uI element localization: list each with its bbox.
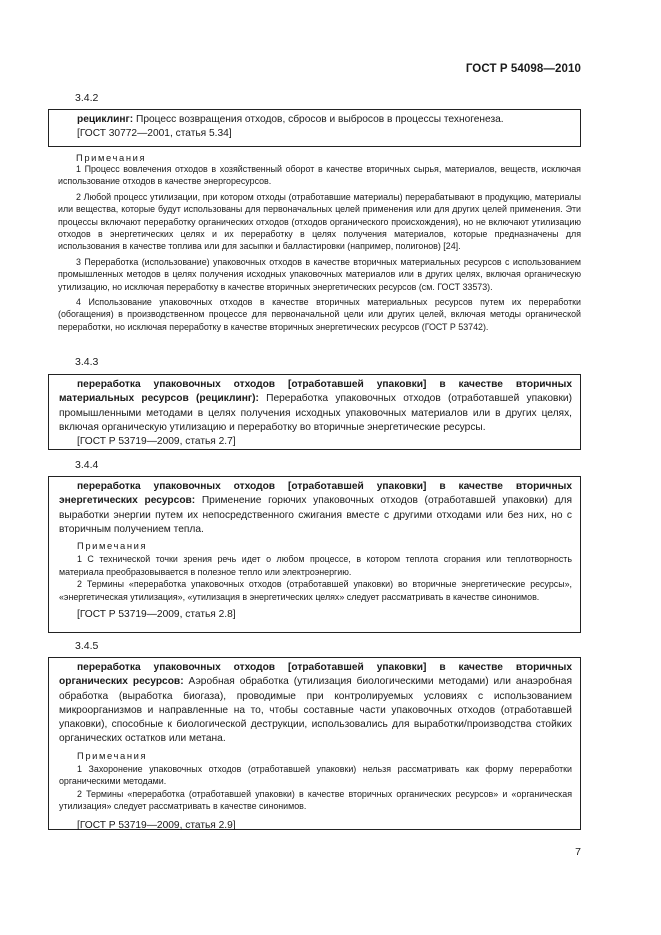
term-number-3-4-4: 3.4.4 <box>75 459 99 471</box>
term-number-3-4-5: 3.4.5 <box>75 640 99 652</box>
notes-heading: Примечания <box>77 540 148 552</box>
note-item: 2 Термины «переработка упаковочных отходов (отработавшей упаковки) во вторичные энергетические ресурсы», «энергетическая утилизация», «утилизация в энергетических целях» следует рассматривать в качестве синонимов. <box>59 579 572 602</box>
term-box-3-4-3 <box>48 374 581 450</box>
definition-text: Применение горючих упаковочных отходов (отработавшей упаковки) для выработки энергии путем их непосредственного сжигания вместе с другими отходами или без них, но с вторичным получением тепла. <box>59 495 572 535</box>
notes-block-3-4-2 <box>58 150 581 333</box>
definition-text: Процесс возвращения отходов, сбросов и выбросов в процессы техногенеза. <box>133 114 504 125</box>
term-reference: [ГОСТ Р 53719—2009, статья 2.7] <box>77 436 236 448</box>
term-title: переработка упаковочных отходов [отработавшей упаковки] в качестве вторичных органических ресурсов: <box>59 662 572 688</box>
note-item: 4 Использование упаковочных отходов в качестве вторичных материальных ресурсов путем их переработки (обогащения) в производственном процессе для первоначальной цели или других целей, включая методы органической переработки, но исключая переработку в качестве вторичных энергетических ресурсов (ГОСТ Р 53742). <box>58 297 581 332</box>
term-number-3-4-2: 3.4.2 <box>75 92 99 104</box>
term-definition <box>59 480 572 537</box>
term-reference: [ГОСТ 30772—2001, статья 5.34] <box>77 128 232 140</box>
term-reference: [ГОСТ Р 53719—2009, статья 2.9] <box>77 819 236 831</box>
term-box-3-4-5 <box>48 657 581 830</box>
notes-heading: Примечания <box>76 152 147 163</box>
term-definition <box>59 378 572 435</box>
term-title: переработка упаковочных отходов [отработавшей упаковки] в качестве вторичных материальных ресурсов (рециклинг): <box>59 379 572 405</box>
note-item: 3 Переработка (использование) упаковочных отходов в качестве вторичных материальных ресурсов с использованием промышленных методов в целях получения исходных упаковочных материалов или в других целях, включая органическую утилизацию, но исключая переработку в качестве вторичных энергетических ресурсов (см. ГОСТ 33573). <box>58 256 581 292</box>
term-definition <box>59 113 572 127</box>
note-item: 2 Любой процесс утилизации, при котором отходы (отработавшие материалы) перерабатывают в продукцию, материалы или вещества, которые будут использованы для первоначальных целей применения или для других целей применения. Эти процессы включают переработку органических отходов (отходов органического происхождения), но не включают утилизацию отходов в энергетических целях и их переработку в целях получения материалов, которые предназначены для использования в качестве топлива или для засыпки и балластировки (например, полигонов) [24]. <box>58 191 581 252</box>
note-item: 1 Процесс вовлечения отходов в хозяйственный оборот в качестве вторичных сырья, материалов, веществ, исключая использование отходов в качестве энергоресурсов. <box>58 164 581 187</box>
term-reference: [ГОСТ Р 53719—2009, статья 2.8] <box>77 609 236 621</box>
definition-text: Аэробная обработка (утилизация биологическими методами) или анаэробная обработка (выработка биогаза), проводимые при контролируемых условиях с использованием микроорганизмов и направленные на то, чтобы составные части упаковочных отходов (отработавшей упаковки), способные к биологической деструкции, использовались для выработки/производства стойких органических остатков или метана. <box>59 676 572 745</box>
note-item: 1 С технической точки зрения речь идет о любом процессе, в котором теплота сгорания или теплотворность материала преобразовывается в полезное тепло или электроэнергию. <box>59 554 572 577</box>
notes-heading: Примечания <box>77 749 148 761</box>
definition-text: Переработка упаковочных отходов (отработавшей упаковки) промышленными методами в целях получения исходных упаковочных материалов или в других целях, включая органическую утилизацию и переработку во вторичные энергетические ресурсы. <box>59 393 572 433</box>
term-definition <box>59 661 572 747</box>
page-number: 7 <box>575 846 581 858</box>
term-box-3-4-2 <box>48 109 581 147</box>
term-title: переработка упаковочных отходов [отработавшей упаковки] в качестве вторичных энергетических ресурсов: <box>59 481 572 507</box>
note-item: 1 Захоронение упаковочных отходов (отработавшей упаковки) нельзя рассматривать как форму переработки органическими методами. <box>59 764 572 787</box>
term-title: рециклинг: <box>77 114 134 125</box>
note-item: 2 Термины «переработка (отработавшей упаковки) в качестве вторичных органических ресурсов» и «органическая утилизация» следует рассматривать в качестве синонимов. <box>59 788 572 812</box>
term-box-3-4-4 <box>48 476 581 633</box>
term-number-3-4-3: 3.4.3 <box>75 356 99 368</box>
document-header: ГОСТ Р 54098—2010 <box>465 63 581 75</box>
